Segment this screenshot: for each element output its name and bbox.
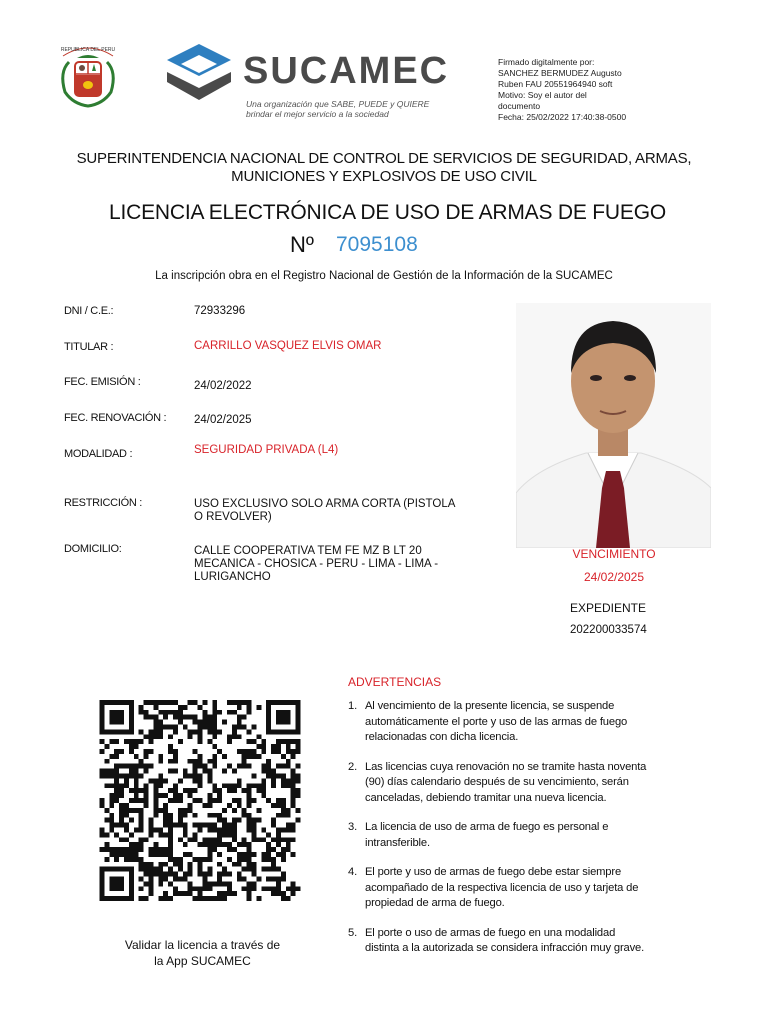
item-line: (90) días calendario después de su vencimiento, serán [365,776,629,788]
qr-validation-note [90,937,315,969]
advertencias-list [348,699,678,971]
expediente-label: EXPEDIENTE [570,601,647,615]
tagline [246,99,446,119]
peru-coat-of-arms-icon [55,42,121,110]
domicilio-line: LURIGANCHO [194,571,271,583]
signature-line: Firmado digitalmente por: [498,57,595,67]
item-line: Al vencimiento de la presente licencia, se suspende [365,700,615,712]
holder-photo [516,303,711,548]
restriccion-line: USO EXCLUSIVO SOLO ARMA CORTA (PISTOLA [194,498,456,510]
qr-code[interactable] [93,700,307,901]
renovacion-value: 24/02/2025 [194,414,252,426]
qr-finder-pattern [100,700,134,734]
item-line: Las licencias cuya renovación no se tramite hasta noventa [365,760,647,773]
renovacion-label: FEC. RENOVACIÓN : [64,412,167,424]
org-line: SUPERINTENDENCIA NACIONAL DE CONTROL DE SERVICIOS DE SEGURIDAD, ARMAS, [76,150,692,167]
item-line: El porte y uso de armas de fuego debe estar siempre [365,866,622,878]
advertencia-item [348,865,678,912]
restriccion-line: O REVOLVER) [194,511,272,523]
signature-line: Motivo: Soy el autor del [498,90,587,100]
signature-line: SANCHEZ BERMUDEZ Augusto [498,68,622,78]
license-number-label: Nº [290,232,314,257]
item-line: intransferible. [365,836,430,849]
license-number: 7095108 [336,233,418,256]
signature-line: Ruben FAU 20551964940 soft [498,79,613,89]
advertencias-title: ADVERTENCIAS [348,675,442,689]
item-number: 4. [348,866,358,878]
domicilio-line: MECANICA - CHOSICA - PERU - LIMA - LIMA - [194,558,439,570]
titular-value: CARRILLO VASQUEZ ELVIS OMAR [194,340,382,352]
item-line: distinta a la autorizada se considera infracción muy grave. [365,942,645,954]
logo-text: SUCAMEC [243,50,450,92]
expediente-number: 202200033574 [570,624,647,636]
qr-note-line: la App SUCAMEC [154,954,251,968]
advertencia-item [348,820,678,851]
restriccion-value [194,498,494,524]
titular-label: TITULAR : [64,341,114,353]
sucamec-logo-icon [163,42,235,104]
dni-value: 72933296 [194,305,246,317]
advertencia-item [348,699,678,746]
digital-signature [498,57,668,123]
item-number: 1. [348,700,358,712]
item-line: El porte o uso de armas de fuego en una modalidad [365,926,616,939]
qr-finder-pattern [266,700,300,734]
vencimiento-label: VENCIMIENTO [572,547,656,561]
item-line: propiedad de arma de fuego. [365,897,505,909]
item-line: acompañado de la respectiva licencia de uso y tarjeta de [365,881,639,894]
advertencia-item [348,760,678,807]
restriccion-label: RESTRICCIÓN : [64,497,142,509]
item-number: 2. [348,760,358,773]
organization-name [40,150,728,186]
item-number: 3. [348,821,358,833]
dni-label: DNI / C.E.: [64,305,114,317]
qr-finder-pattern [100,867,134,901]
modalidad-label: MODALIDAD : [64,448,133,460]
item-line: La licencia de uso de arma de fuego es personal e [365,821,609,833]
item-line: relacionadas con dicha licencia. [365,731,519,743]
emision-label: FEC. EMISIÓN : [64,376,141,388]
vencimiento-date: 24/02/2025 [583,570,645,584]
domicilio-label: DOMICILIO: [64,543,122,555]
item-line: automáticamente el porte y uso de las armas de fuego [365,715,628,728]
tagline-line: brindar el mejor servicio a la sociedad [246,109,389,119]
qr-note-line: Validar la licencia a través de [124,938,281,952]
registry-note: La inscripción obra en el Registro Nacional de Gestión de la Información de la SUCAMEC [155,270,613,282]
signature-line: Fecha: 25/02/2022 17:40:38-0500 [498,112,627,122]
domicilio-line: CALLE COOPERATIVA TEM FE MZ B LT 20 [194,545,422,557]
signature-line: documento [498,101,541,111]
emision-value: 24/02/2022 [194,380,252,392]
tagline-line: Una organización que SABE, PUEDE y QUIERE [246,99,430,109]
item-line: canceladas, debiendo tramitar una nueva licencia. [365,791,607,804]
org-line: MUNICIONES Y EXPLOSIVOS DE USO CIVIL [231,168,537,185]
domicilio-value [194,545,494,584]
item-number: 5. [348,926,358,939]
crest-text: REPUBLICA DEL PERU [60,47,116,53]
document-title: LICENCIA ELECTRÓNICA DE USO DE ARMAS DE FUEGO [109,201,666,224]
modalidad-value: SEGURIDAD PRIVADA (L4) [194,444,339,456]
advertencia-item [348,926,678,957]
